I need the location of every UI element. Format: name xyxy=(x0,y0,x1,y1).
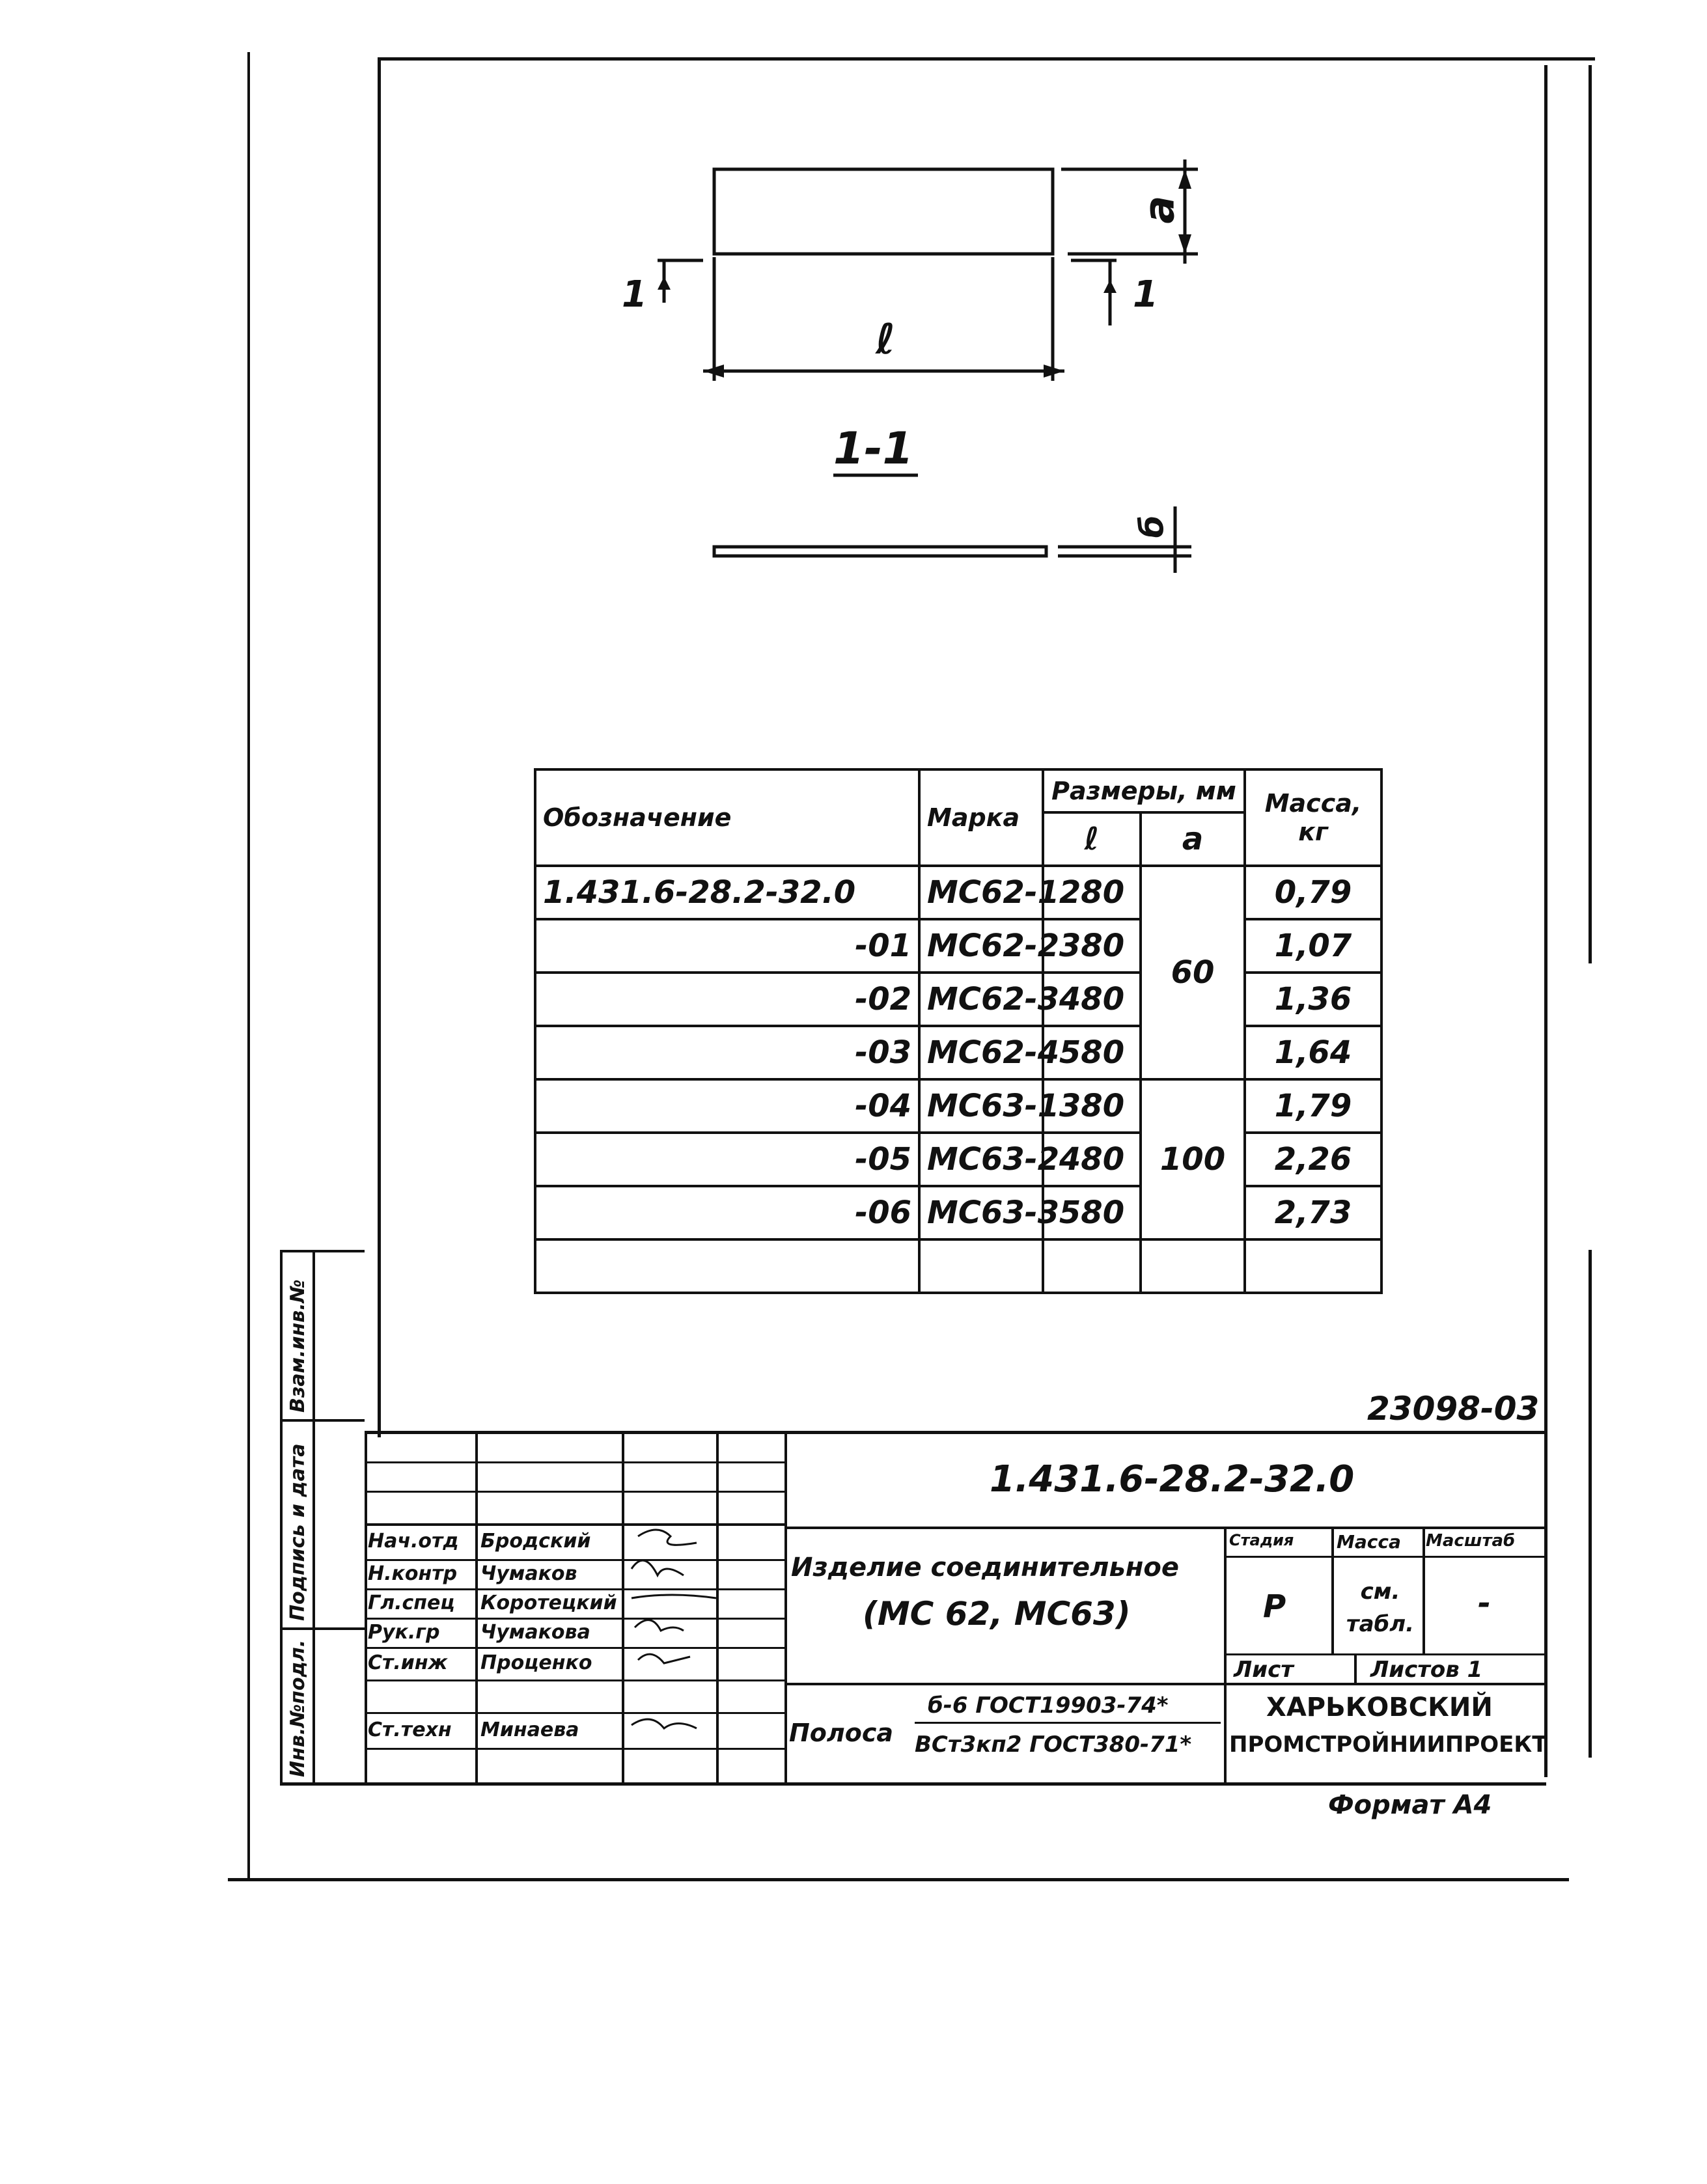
row-mass: 1,36 xyxy=(1245,973,1381,1026)
document-code: 1.431.6-28.2-32.0 xyxy=(990,1458,1355,1500)
a-group-100: 100 xyxy=(1141,1079,1245,1239)
material-divider xyxy=(915,1722,1221,1724)
sheets-label: Листов 1 xyxy=(1370,1657,1483,1683)
role-label: Рук.гр xyxy=(368,1621,440,1644)
titleblock-vline-2 xyxy=(475,1431,478,1786)
table-row xyxy=(535,919,1381,973)
person-name: Проценко xyxy=(480,1652,592,1674)
titleblock-top xyxy=(365,1431,1546,1434)
grid-line xyxy=(365,1491,784,1493)
specification-table xyxy=(534,768,1383,1294)
dimension-b-label: б xyxy=(1133,515,1171,538)
table-row xyxy=(535,1186,1381,1239)
inner-frame-right xyxy=(1544,65,1547,1777)
row-designation: -03 xyxy=(535,1026,919,1079)
section-label: 1-1 xyxy=(833,423,913,475)
row-mass: 2,73 xyxy=(1245,1186,1381,1239)
table-row xyxy=(535,973,1381,1026)
row-mass: 1,79 xyxy=(1245,1079,1381,1133)
plate-section-outline xyxy=(714,547,1046,556)
stage-header: Стадия xyxy=(1229,1531,1294,1549)
person-name: Минаева xyxy=(480,1719,579,1741)
side-stamp-vline-1 xyxy=(280,1250,283,1784)
side-stamp-replace-inv: Взам.инв.№ xyxy=(286,1279,309,1413)
row-mass: 1,64 xyxy=(1245,1026,1381,1079)
mass-header: Масса xyxy=(1337,1531,1401,1553)
scale-value: - xyxy=(1478,1585,1491,1622)
row-l: 580 xyxy=(1043,1026,1141,1079)
product-name-line1: Изделие соединительное xyxy=(791,1553,1179,1583)
inner-frame-left xyxy=(378,57,381,1437)
role-label: Н.контр xyxy=(368,1562,458,1585)
row-mark: МС63-3 xyxy=(919,1186,1043,1239)
titleblock-vline-1 xyxy=(365,1431,367,1786)
header-mass: Масса, кг xyxy=(1245,769,1381,866)
archive-number: 23098-03 xyxy=(1367,1390,1540,1428)
role-label: Ст.техн xyxy=(368,1719,452,1741)
header-mark: Марка xyxy=(919,769,1043,866)
mass-value: см. табл. xyxy=(1346,1579,1415,1637)
row-designation: -05 xyxy=(535,1133,919,1186)
header-l: ℓ xyxy=(1043,812,1141,866)
titleblock-bottom xyxy=(280,1782,1546,1786)
organization-line2: ПРОМСТРОЙНИИПРОЕКТ xyxy=(1229,1732,1547,1758)
row-l: 280 xyxy=(1043,866,1141,919)
dimension-a-label: a xyxy=(1135,195,1184,224)
table-row xyxy=(535,1079,1381,1133)
sheet-format: Формат А4 xyxy=(1328,1790,1492,1820)
outer-frame-left xyxy=(247,52,250,1881)
sheet-label: Лист xyxy=(1234,1657,1294,1683)
dimension-l-label: ℓ xyxy=(876,316,896,364)
material-line1: б-6 ГОСТ19903-74* xyxy=(928,1693,1169,1719)
organization-line1: ХАРЬКОВСКИЙ xyxy=(1266,1693,1493,1722)
inner-frame-right-outer xyxy=(1589,65,1592,963)
plate-plan-outline xyxy=(714,169,1053,254)
table-row xyxy=(535,1133,1381,1186)
row-mark: МС62-1 xyxy=(919,866,1043,919)
person-name: Бродский xyxy=(480,1530,591,1553)
grid-line xyxy=(1354,1653,1357,1683)
grid-line xyxy=(784,1683,1546,1685)
role-label: Нач.отд xyxy=(368,1530,459,1553)
empty-cell xyxy=(1043,1239,1141,1293)
grid-line xyxy=(1224,1556,1546,1558)
row-designation: 1.431.6-28.2-32.0 xyxy=(535,866,919,919)
grid-line xyxy=(1224,1653,1546,1655)
grid-line xyxy=(365,1461,784,1463)
material-label: Полоса xyxy=(789,1719,894,1747)
row-mark: МС62-2 xyxy=(919,919,1043,973)
row-mark: МС63-1 xyxy=(919,1079,1043,1133)
side-stamp-sign-date: Подпись и дата xyxy=(286,1443,309,1621)
inner-frame-top xyxy=(378,57,1595,61)
row-mark: МС63-2 xyxy=(919,1133,1043,1186)
titleblock-vline-3 xyxy=(622,1431,624,1786)
cut-mark-right-label: 1 xyxy=(1133,273,1158,316)
header-a: a xyxy=(1141,812,1245,866)
table-row xyxy=(535,866,1381,919)
grid-line xyxy=(784,1527,1546,1529)
header-designation: Обозначение xyxy=(535,769,919,866)
stage-value: Р xyxy=(1263,1588,1286,1625)
person-name: Чумакова xyxy=(480,1621,590,1644)
side-stamp-hline-1 xyxy=(280,1250,365,1252)
row-mass: 0,79 xyxy=(1245,866,1381,919)
row-mark: МС62-4 xyxy=(919,1026,1043,1079)
row-l: 480 xyxy=(1043,973,1141,1026)
role-label: Гл.спец xyxy=(368,1592,455,1614)
material-line2: ВСт3кп2 ГОСТ380-71* xyxy=(915,1732,1192,1758)
row-mass: 1,07 xyxy=(1245,919,1381,973)
grid-line xyxy=(1331,1527,1334,1653)
side-stamp-hline-2 xyxy=(280,1419,365,1422)
signatures xyxy=(625,1523,729,1751)
side-stamp-hline-3 xyxy=(280,1627,365,1630)
titleblock-vline-5 xyxy=(784,1431,787,1786)
row-designation: -06 xyxy=(535,1186,919,1239)
header-sizes: Размеры, мм xyxy=(1043,769,1245,812)
inner-frame-right-outer2 xyxy=(1589,1250,1592,1758)
empty-cell xyxy=(1245,1239,1381,1293)
grid-line xyxy=(1422,1527,1425,1653)
scale-header: Масштаб xyxy=(1426,1531,1516,1551)
empty-cell xyxy=(535,1239,919,1293)
row-l: 380 xyxy=(1043,919,1141,973)
row-designation: -04 xyxy=(535,1079,919,1133)
side-stamp-inv: Инв.№подл. xyxy=(286,1639,309,1777)
product-name-line2: (МС 62, МС63) xyxy=(863,1595,1131,1633)
cut-mark-left-label: 1 xyxy=(622,273,647,316)
empty-cell xyxy=(1141,1239,1245,1293)
a-group-60: 60 xyxy=(1141,866,1245,1079)
row-l: 380 xyxy=(1043,1079,1141,1133)
row-designation: -02 xyxy=(535,973,919,1026)
outer-frame-bottom xyxy=(228,1878,1569,1881)
empty-cell xyxy=(919,1239,1043,1293)
role-label: Ст.инж xyxy=(368,1652,448,1674)
table-row xyxy=(535,1026,1381,1079)
table-row-empty xyxy=(535,1239,1381,1293)
row-l: 580 xyxy=(1043,1186,1141,1239)
side-stamp-vline-2 xyxy=(312,1250,315,1784)
person-name: Чумаков xyxy=(480,1562,577,1585)
row-l: 480 xyxy=(1043,1133,1141,1186)
row-designation: -01 xyxy=(535,919,919,973)
person-name: Коротецкий xyxy=(480,1592,617,1614)
row-mark: МС62-3 xyxy=(919,973,1043,1026)
row-mass: 2,26 xyxy=(1245,1133,1381,1186)
